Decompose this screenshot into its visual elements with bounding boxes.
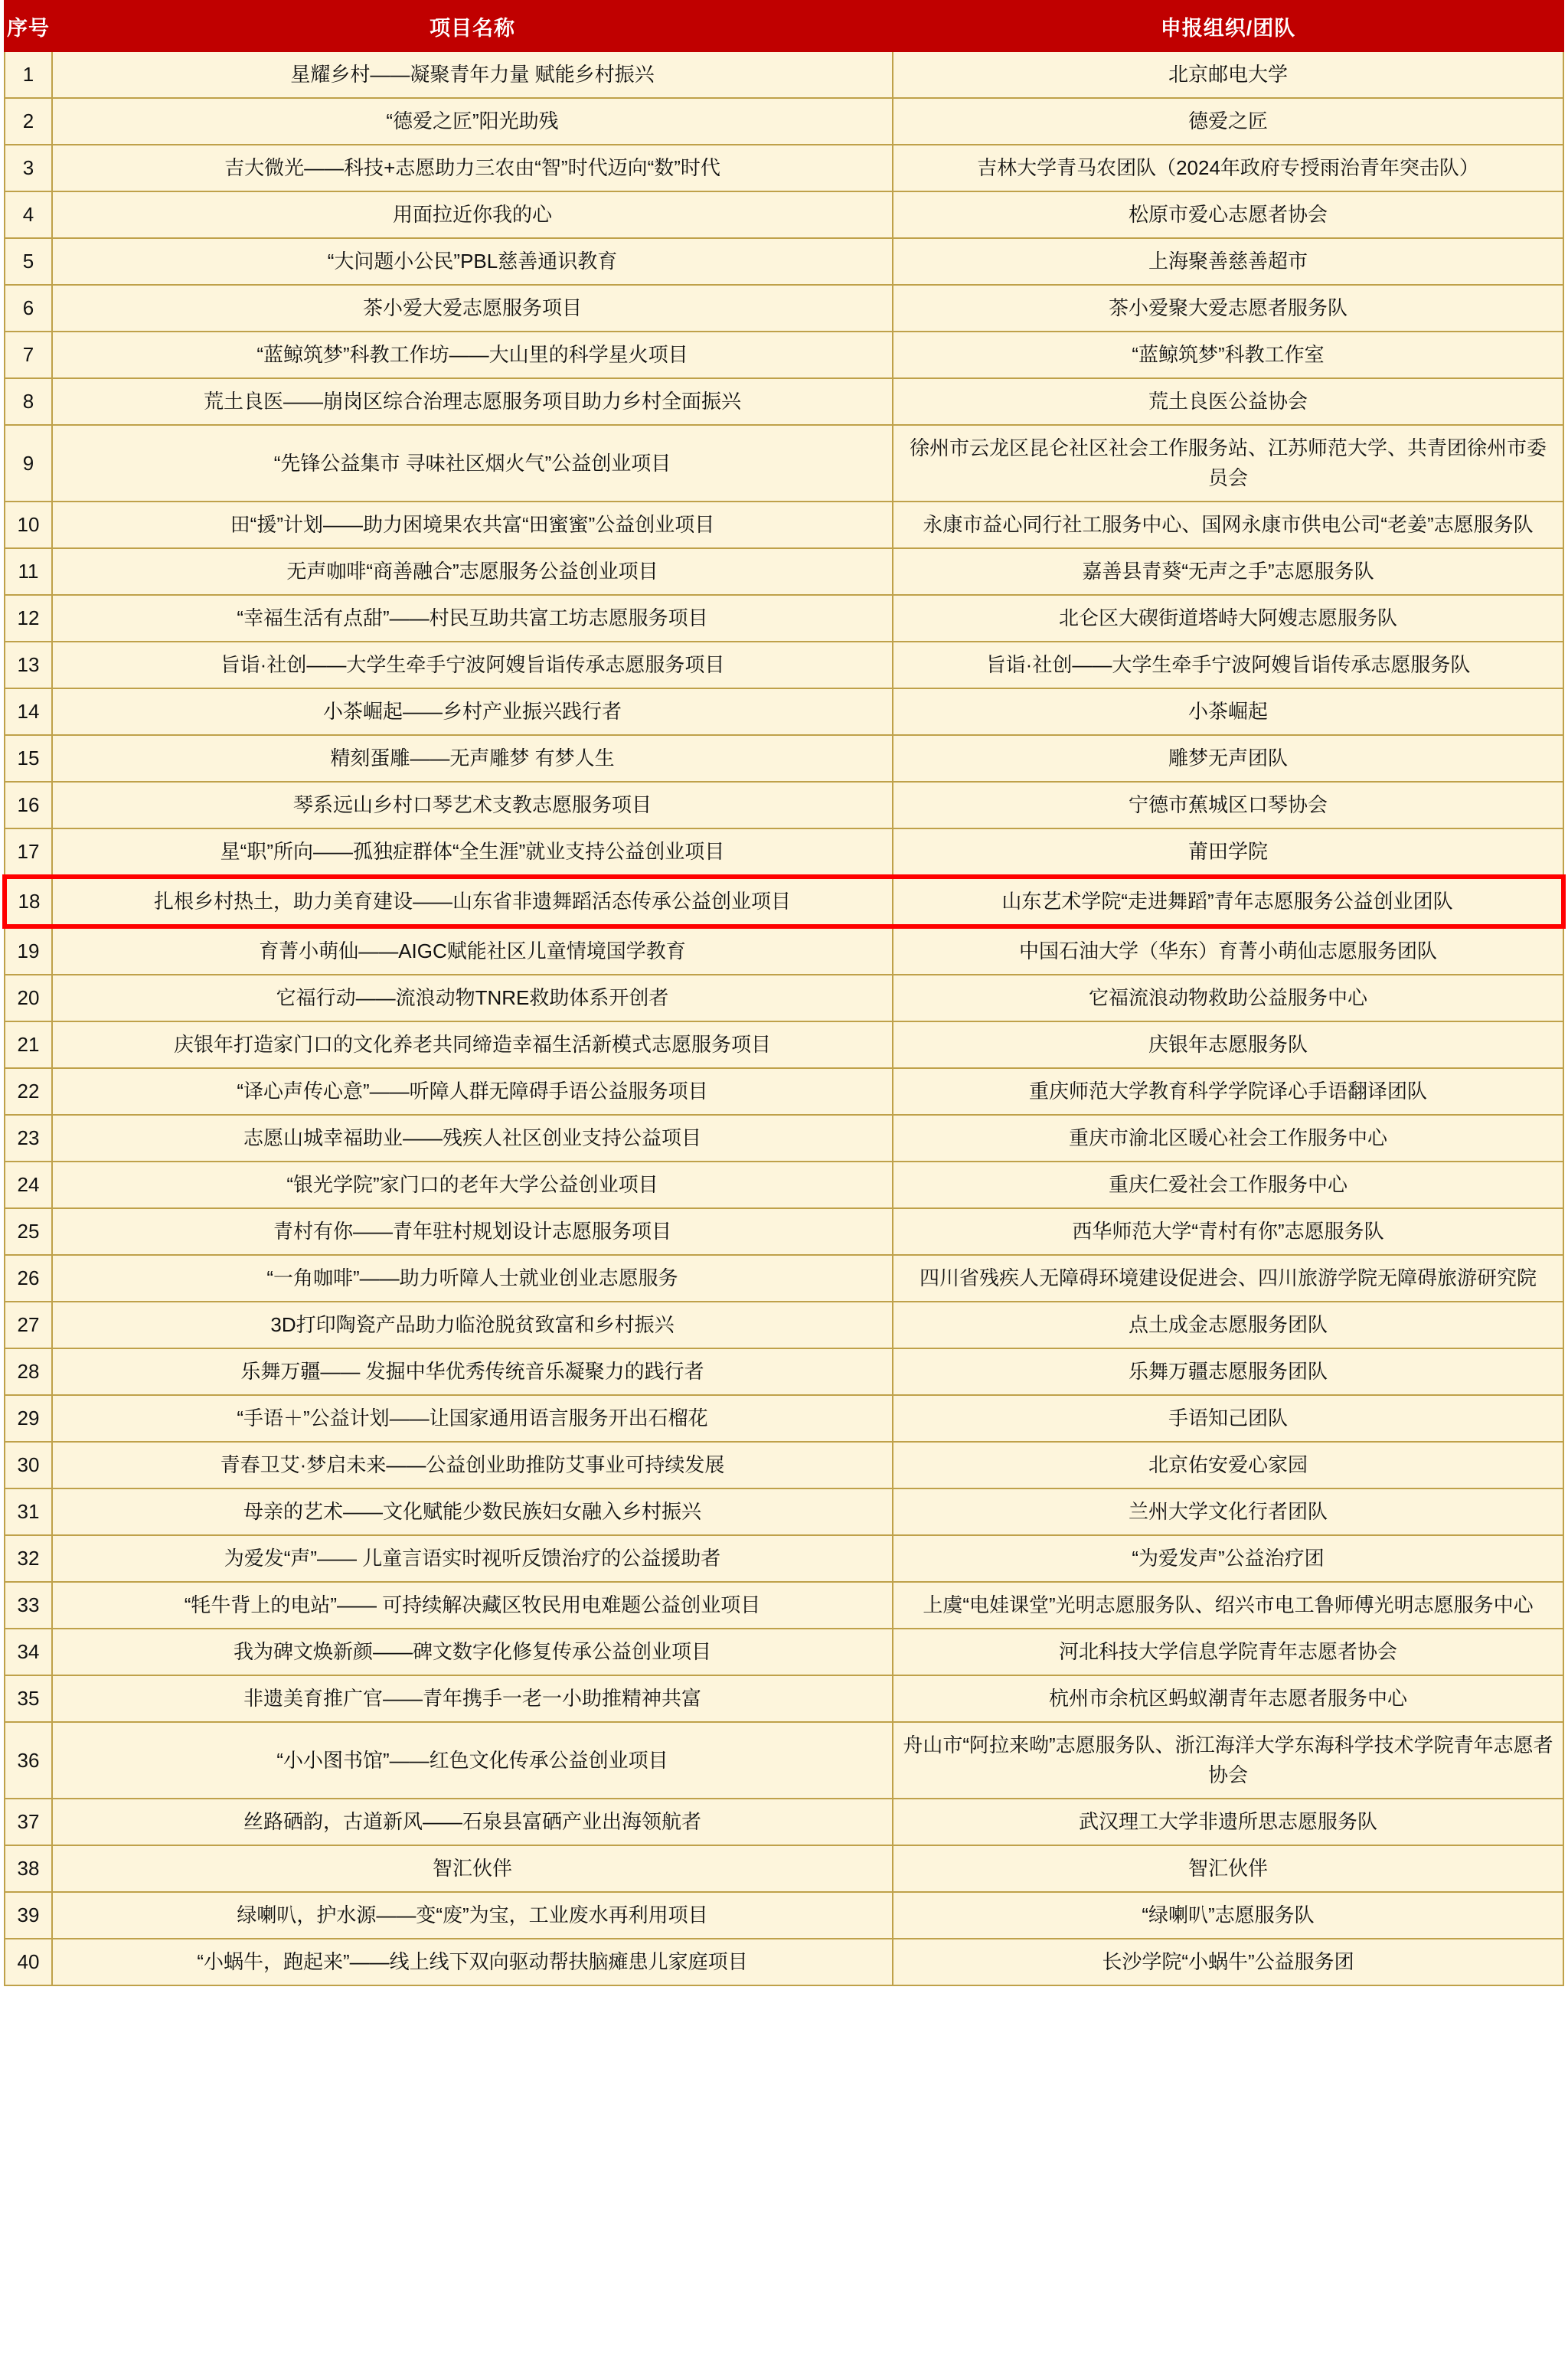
row-organization: 小茶崛起 [893,688,1563,735]
row-sequence-number: 28 [5,1348,52,1395]
row-sequence-number: 35 [5,1675,52,1722]
row-organization: 徐州市云龙区昆仑社区社会工作服务站、江苏师范大学、共青团徐州市委员会 [893,425,1563,502]
row-project-name: 田“援”计划——助力困境果农共富“田蜜蜜”公益创业项目 [52,502,893,548]
row-sequence-number: 17 [5,828,52,877]
row-project-name: 小茶崛起——乡村产业振兴践行者 [52,688,893,735]
table-row [5,285,1563,332]
row-organization: 中国石油大学（华东）育菁小萌仙志愿服务团队 [893,926,1563,975]
table-row [5,1488,1563,1535]
row-organization: 茶小爱聚大爱志愿者服务队 [893,285,1563,332]
row-sequence-number: 12 [5,595,52,642]
row-project-name: “幸福生活有点甜”——村民互助共富工坊志愿服务项目 [52,595,893,642]
table-row [5,502,1563,548]
row-sequence-number: 27 [5,1302,52,1348]
row-organization: 庆银年志愿服务队 [893,1021,1563,1068]
column-header-organization: 申报组织/团队 [893,1,1563,51]
row-project-name: 丝路硒韵，古道新风——石泉县富硒产业出海领航者 [52,1799,893,1845]
row-sequence-number: 7 [5,332,52,378]
table-row [5,1442,1563,1488]
row-organization: 杭州市余杭区蚂蚁潮青年志愿者服务中心 [893,1675,1563,1722]
row-sequence-number: 40 [5,1939,52,1985]
table-row [5,1395,1563,1442]
row-sequence-number: 11 [5,548,52,595]
row-sequence-number: 38 [5,1845,52,1892]
row-project-name: “德爱之匠”阳光助残 [52,98,893,145]
table-row [5,595,1563,642]
row-sequence-number: 24 [5,1162,52,1208]
row-project-name: “手语＋”公益计划——让国家通用语言服务开出石榴花 [52,1395,893,1442]
row-organization: 重庆师范大学教育科学学院译心手语翻译团队 [893,1068,1563,1115]
table-row [5,378,1563,425]
row-organization: 河北科技大学信息学院青年志愿者协会 [893,1629,1563,1675]
table-row [5,1208,1563,1255]
row-organization: 北京佑安爱心家园 [893,1442,1563,1488]
row-sequence-number: 21 [5,1021,52,1068]
row-organization: 四川省残疾人无障碍环境建设促进会、四川旅游学院无障碍旅游研究院 [893,1255,1563,1302]
row-organization: 点土成金志愿服务团队 [893,1302,1563,1348]
row-project-name: “大问题小公民”PBL慈善通识教育 [52,238,893,285]
table-row [5,1302,1563,1348]
row-project-name: “小蜗牛，跑起来”——线上线下双向驱动帮扶脑瘫患儿家庭项目 [52,1939,893,1985]
table-row [5,877,1563,926]
table-body [5,51,1563,1985]
row-organization: 西华师范大学“青村有你”志愿服务队 [893,1208,1563,1255]
table-row [5,1115,1563,1162]
row-project-name: “小小图书馆”——红色文化传承公益创业项目 [52,1722,893,1799]
row-sequence-number: 18 [5,877,52,926]
table-row [5,238,1563,285]
row-organization: 武汉理工大学非遗所思志愿服务队 [893,1799,1563,1845]
row-project-name: 荒土良医——崩岗区综合治理志愿服务项目助力乡村全面振兴 [52,378,893,425]
row-organization: 兰州大学文化行者团队 [893,1488,1563,1535]
row-sequence-number: 8 [5,378,52,425]
table-row [5,1535,1563,1582]
row-project-name: 青春卫艾·梦启未来——公益创业助推防艾事业可持续发展 [52,1442,893,1488]
table-row [5,975,1563,1021]
row-organization: 吉林大学青马农团队（2024年政府专授雨治青年突击队） [893,145,1563,191]
row-organization: 旨诣·社创——大学生牵手宁波阿嫂旨诣传承志愿服务队 [893,642,1563,688]
row-sequence-number: 4 [5,191,52,238]
row-project-name: 无声咖啡“商善融合”志愿服务公益创业项目 [52,548,893,595]
row-sequence-number: 10 [5,502,52,548]
table-row [5,1799,1563,1845]
row-project-name: “一角咖啡”——助力听障人士就业创业志愿服务 [52,1255,893,1302]
row-sequence-number: 23 [5,1115,52,1162]
row-organization: 智汇伙伴 [893,1845,1563,1892]
row-organization: 雕梦无声团队 [893,735,1563,782]
row-project-name: 乐舞万疆—— 发掘中华优秀传统音乐凝聚力的践行者 [52,1348,893,1395]
row-project-name: 它福行动——流浪动物TNRE救助体系开创者 [52,975,893,1021]
row-organization: 重庆仁爱社会工作服务中心 [893,1162,1563,1208]
row-project-name: 星“职”所向——孤独症群体“全生涯”就业支持公益创业项目 [52,828,893,877]
row-project-name: “译心声传心意”——听障人群无障碍手语公益服务项目 [52,1068,893,1115]
table-row [5,1255,1563,1302]
table-row [5,735,1563,782]
row-sequence-number: 9 [5,425,52,502]
row-organization: 莆田学院 [893,828,1563,877]
row-sequence-number: 34 [5,1629,52,1675]
row-project-name: 母亲的艺术——文化赋能少数民族妇女融入乡村振兴 [52,1488,893,1535]
row-sequence-number: 6 [5,285,52,332]
row-sequence-number: 16 [5,782,52,828]
row-project-name: 琴系远山乡村口琴艺术支教志愿服务项目 [52,782,893,828]
row-sequence-number: 32 [5,1535,52,1582]
table-row [5,1068,1563,1115]
row-organization: 山东艺术学院“走进舞蹈”青年志愿服务公益创业团队 [893,877,1563,926]
row-sequence-number: 36 [5,1722,52,1799]
table-row [5,145,1563,191]
row-project-name: 旨诣·社创——大学生牵手宁波阿嫂旨诣传承志愿服务项目 [52,642,893,688]
row-organization: 永康市益心同行社工服务中心、国网永康市供电公司“老姜”志愿服务队 [893,502,1563,548]
table-row [5,425,1563,502]
row-organization: 北仑区大碶街道塔峙大阿嫂志愿服务队 [893,595,1563,642]
row-sequence-number: 15 [5,735,52,782]
row-organization: 荒土良医公益协会 [893,378,1563,425]
row-project-name: “银光学院”家门口的老年大学公益创业项目 [52,1162,893,1208]
table-row [5,98,1563,145]
row-organization: 上虞“电娃课堂”光明志愿服务队、绍兴市电工鲁师傅光明志愿服务中心 [893,1582,1563,1629]
row-organization: 它福流浪动物救助公益服务中心 [893,975,1563,1021]
row-organization: 北京邮电大学 [893,51,1563,98]
row-organization: “为爱发声”公益治疗团 [893,1535,1563,1582]
column-header-project-name: 项目名称 [52,1,893,51]
row-project-name: “蓝鲸筑梦”科教工作坊——大山里的科学星火项目 [52,332,893,378]
table-row [5,1582,1563,1629]
table-row [5,1162,1563,1208]
row-project-name: “先锋公益集市 寻味社区烟火气”公益创业项目 [52,425,893,502]
table-row [5,51,1563,98]
table-row [5,191,1563,238]
row-project-name: 用面拉近你我的心 [52,191,893,238]
row-project-name: 扎根乡村热土，助力美育建设——山东省非遗舞蹈活态传承公益创业项目 [52,877,893,926]
table-row [5,1021,1563,1068]
row-project-name: 庆银年打造家门口的文化养老共同缔造幸福生活新模式志愿服务项目 [52,1021,893,1068]
table-row [5,1892,1563,1939]
row-organization: “蓝鲸筑梦”科教工作室 [893,332,1563,378]
table-row [5,548,1563,595]
row-project-name: 茶小爱大爱志愿服务项目 [52,285,893,332]
table-row [5,1722,1563,1799]
row-sequence-number: 29 [5,1395,52,1442]
row-sequence-number: 3 [5,145,52,191]
table-row [5,332,1563,378]
table-row [5,688,1563,735]
row-organization: 宁德市蕉城区口琴协会 [893,782,1563,828]
row-sequence-number: 25 [5,1208,52,1255]
table-row [5,1939,1563,1985]
row-project-name: 为爱发“声”—— 儿童言语实时视听反馈治疗的公益援助者 [52,1535,893,1582]
row-sequence-number: 22 [5,1068,52,1115]
row-project-name: 绿喇叭，护水源——变“废”为宝，工业废水再利用项目 [52,1892,893,1939]
row-sequence-number: 39 [5,1892,52,1939]
row-sequence-number: 20 [5,975,52,1021]
row-project-name: 我为碑文焕新颜——碑文数字化修复传承公益创业项目 [52,1629,893,1675]
row-organization: 松原市爱心志愿者协会 [893,191,1563,238]
row-project-name: 精刻蛋雕——无声雕梦 有梦人生 [52,735,893,782]
row-project-name: 吉大微光——科技+志愿助力三农由“智”时代迈向“数”时代 [52,145,893,191]
row-organization: 舟山市“阿拉来呦”志愿服务队、浙江海洋大学东海科学技术学院青年志愿者协会 [893,1722,1563,1799]
row-organization: 重庆市渝北区暖心社会工作服务中心 [893,1115,1563,1162]
row-sequence-number: 14 [5,688,52,735]
table-row [5,1629,1563,1675]
row-project-name: 智汇伙伴 [52,1845,893,1892]
row-organization: 长沙学院“小蜗牛”公益服务团 [893,1939,1563,1985]
table-row [5,782,1563,828]
row-sequence-number: 30 [5,1442,52,1488]
row-sequence-number: 26 [5,1255,52,1302]
table-row [5,1348,1563,1395]
row-project-name: 育菁小萌仙——AIGC赋能社区儿童情境国学教育 [52,926,893,975]
row-sequence-number: 1 [5,51,52,98]
row-sequence-number: 37 [5,1799,52,1845]
row-project-name: 青村有你——青年驻村规划设计志愿服务项目 [52,1208,893,1255]
row-organization: 上海聚善慈善超市 [893,238,1563,285]
row-sequence-number: 31 [5,1488,52,1535]
row-project-name: 志愿山城幸福助业——残疾人社区创业支持公益项目 [52,1115,893,1162]
row-project-name: 非遗美育推广官——青年携手一老一小助推精神共富 [52,1675,893,1722]
table-row [5,1675,1563,1722]
row-organization: 乐舞万疆志愿服务团队 [893,1348,1563,1395]
row-sequence-number: 2 [5,98,52,145]
table-row [5,926,1563,975]
row-organization: 手语知己团队 [893,1395,1563,1442]
row-project-name: 3D打印陶瓷产品助力临沧脱贫致富和乡村振兴 [52,1302,893,1348]
row-sequence-number: 33 [5,1582,52,1629]
table-row [5,1845,1563,1892]
table-row [5,642,1563,688]
row-sequence-number: 13 [5,642,52,688]
row-organization: 德爱之匠 [893,98,1563,145]
row-organization: 嘉善县青葵“无声之手”志愿服务队 [893,548,1563,595]
row-organization: “绿喇叭”志愿服务队 [893,1892,1563,1939]
table-header [5,1,1563,51]
row-project-name: 星耀乡村——凝聚青年力量 赋能乡村振兴 [52,51,893,98]
row-sequence-number: 5 [5,238,52,285]
project-list-table [2,0,1566,1986]
column-header-seq: 序号 [5,1,52,51]
row-project-name: “牦牛背上的电站”—— 可持续解决藏区牧民用电难题公益创业项目 [52,1582,893,1629]
table-header-row [5,1,1563,51]
row-sequence-number: 19 [5,926,52,975]
table-row [5,828,1563,877]
